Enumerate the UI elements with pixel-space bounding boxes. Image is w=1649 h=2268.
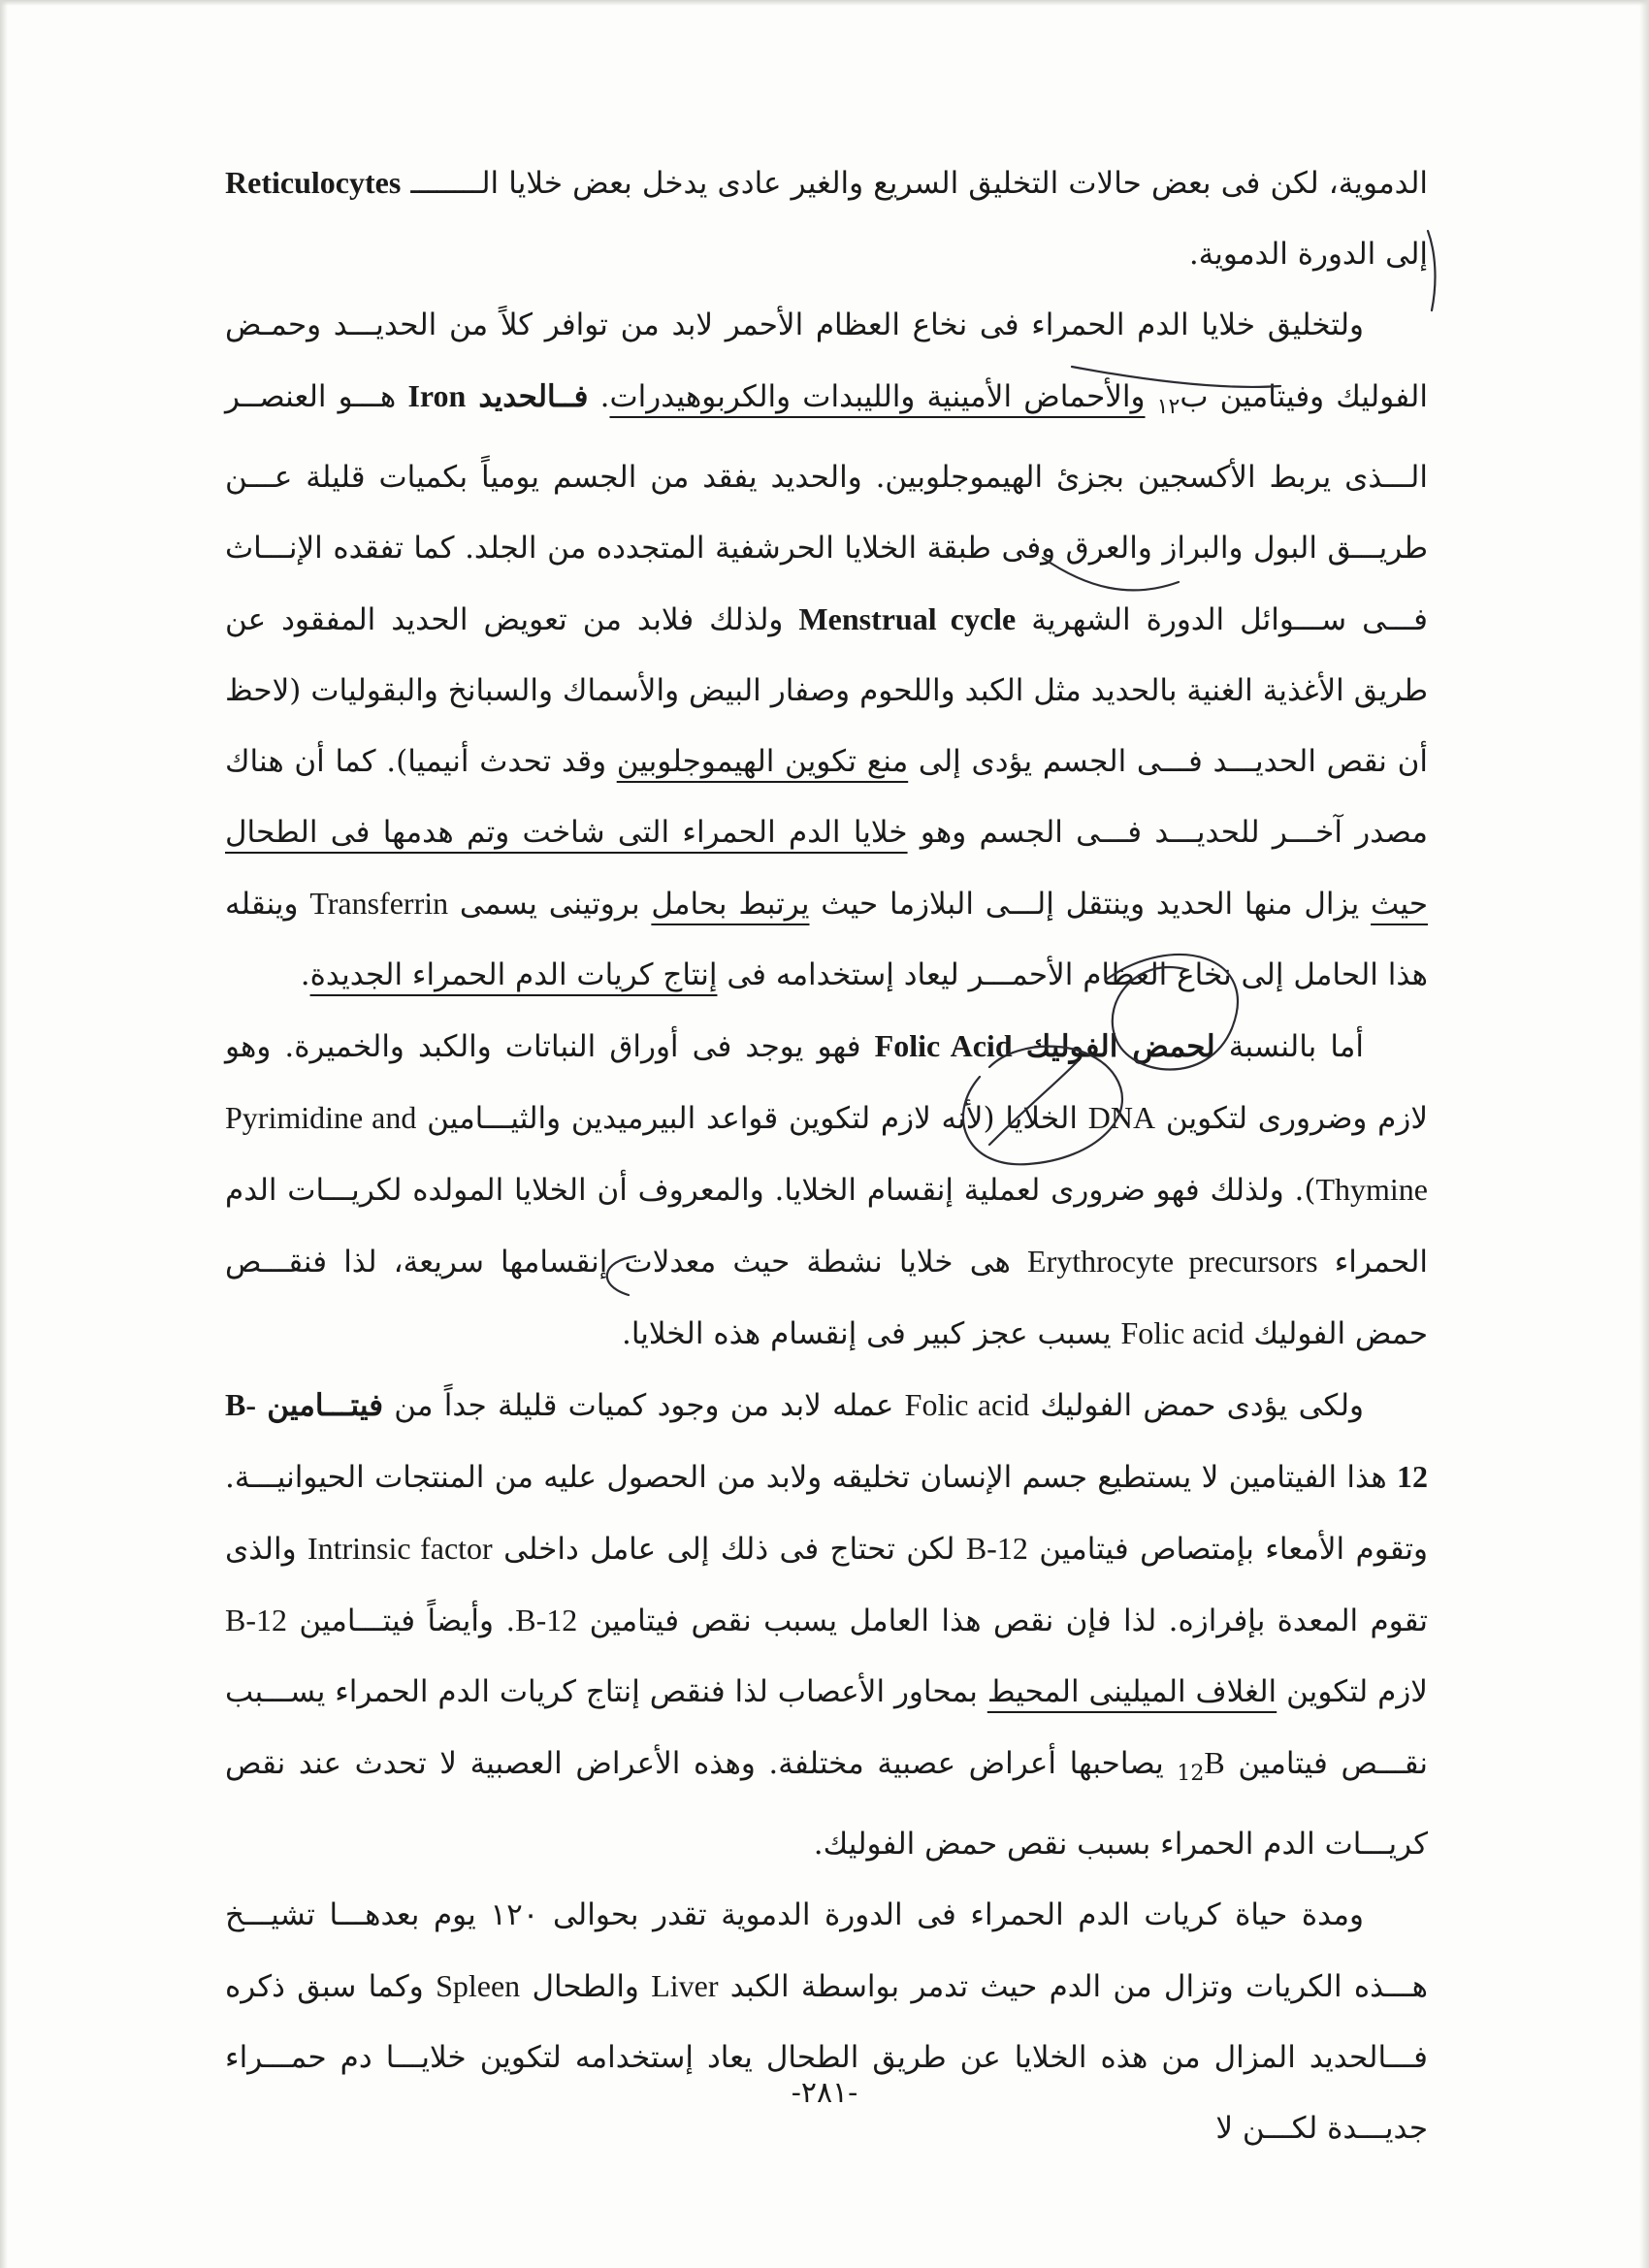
paragraph-p1 xyxy=(225,147,1428,290)
text-run: ومدة حياة كريات الدم الحمراء فى الدورة الدموية تقدر بحوالى ١٢٠ يوم بعدهـــا تشيـــخ هـــذه الكريات وتزال من الدم حيث تدمر بواسطة الكبد xyxy=(225,1897,1428,2005)
latin-term: Folic Acid xyxy=(874,1028,1013,1064)
text-run: ولذلك فلابد من تعويض الحديد المفقود عن طريق الأغذية الغنية بالحديد مثل الكبد واللحوم وصفار البيض والأسماك والسبانخ والبقوليات (لاحظ أن نقص الحديـــد فـــى الجسم يؤدى إلى xyxy=(225,602,1428,780)
text-run: ولتخليق خلايا الدم الحمراء فى نخاع العظام الأحمر لابد من توافر كلاً من الحديـــد وحمـض الفوليك وفيتامين ب xyxy=(225,308,1428,414)
text-run: أما بالنسبة xyxy=(1214,1029,1365,1065)
text-run xyxy=(256,1388,267,1423)
text-run: وقد تحدث أنيميا). كما أن هناك مصدر آخـــر للحديـــد فـــى الجسم وهو xyxy=(225,744,1428,851)
page-number: -٢٨١- xyxy=(791,2076,858,2110)
text-run: وكما سبق ذكره فـــالحديد المزال من هذه الخلايا عن طريق الطحال يعاد إستخدامه لتكوين خلايـــا دم حمـــراء جديـــدة لكـــن لا xyxy=(225,1969,1428,2147)
text-run: فيتـــامين xyxy=(267,1388,384,1424)
body-text xyxy=(225,147,1428,2164)
text-run: . xyxy=(588,379,610,414)
text-run: بروتينى يسمى xyxy=(448,887,652,923)
pen-stroke-margin-tick xyxy=(1428,231,1435,310)
text-run xyxy=(1146,379,1157,414)
text-run: الدموية، لكن فى بعض حالات التخليق السريع والغير عادى يدخل بعض خلايا الــــــــ xyxy=(401,166,1428,201)
text-run: بمحاور الأعصاب لذا فنقص إنتاج كريات الدم الحمراء يســـبب نقـــص فيتامين xyxy=(225,1674,1428,1782)
latin-term: B-12 xyxy=(515,1603,578,1638)
text-run: عمله لابد من وجود كميات قليلة جداً من xyxy=(383,1388,905,1424)
text-run: إلى الدورة الدموية. xyxy=(1188,237,1428,272)
latin-term: Reticulocytes xyxy=(225,165,402,200)
text-run: هذا الفيتامين لا يستطيع جسم الإنسان تخليقه ولابد من الحصول عليه من المنتجات الحيوانيـــة. وتقوم الأمعاء بإمتصاص فيتامين xyxy=(225,1460,1428,1568)
text-run: فهو يوجد فى أوراق النباتات والكبد والخميرة. وهو لازم وضرورى لتكوين xyxy=(225,1029,1429,1137)
latin-term: DNA xyxy=(1087,1100,1156,1136)
text-run: لازم لتكوين xyxy=(1277,1674,1428,1710)
text-run: ١٢ xyxy=(1156,395,1180,420)
paragraph-p4 xyxy=(225,1370,1428,1880)
latin-term: Iron xyxy=(407,378,467,413)
text-run: والذى تقوم المعدة بإفرازه. لذا فإن نقص هذا العامل يسبب نقص فيتامين xyxy=(225,1532,1428,1639)
latin-term: B-12 xyxy=(225,1603,287,1638)
text-run: لكن تحتاج فى ذلك إلى عامل داخلى xyxy=(492,1532,966,1568)
text-run: 12 xyxy=(1177,1762,1205,1787)
text-run xyxy=(1013,1029,1026,1064)
text-run: منع تكوين الهيموجلوبين xyxy=(616,744,909,780)
text-run: . xyxy=(300,957,310,993)
text-run: والأحماض الأمينية والليبدات والكربوهيدرات xyxy=(609,379,1146,414)
latin-term: Liver xyxy=(651,1968,719,2004)
text-run: فــالحديد xyxy=(466,379,589,414)
latin-term: B-12 xyxy=(965,1531,1028,1567)
text-run: خلايا الدم الحمراء التى شاخت وتم هدمها فى الطحال حيث xyxy=(225,815,1429,923)
latin-term: Pyrimidine and Thymine xyxy=(225,1100,1428,1208)
text-run: ). ولذلك فهو ضرورى لعملية إنقسام الخلايا. والمعروف أن الخلايا المولده لكريـــات الدم الحمراء xyxy=(225,1173,1429,1280)
scan-shadow-left xyxy=(0,0,8,2268)
text-run: والطحال xyxy=(520,1969,652,2005)
scan-shadow-top xyxy=(0,0,1649,6)
text-run: هى خلايا نشطة حيث معدلات إنقسامها سريعة، لذا فنقـــص حمض الفوليك xyxy=(225,1245,1428,1352)
paragraph-p5 xyxy=(225,1880,1428,2164)
latin-term: Spleen xyxy=(436,1968,521,2004)
scan-shadow-right xyxy=(1639,0,1649,2268)
latin-term: B xyxy=(1204,1745,1225,1781)
text-run: هـــو العنصــر الـــذى يربط الأكسجين بجزئ الهيموجلوبين. والحديد يفقد من الجسم يومياً بكميات قليلة عـــن طريـــق البول والبراز والعرق وفى طبقة الخلايا الحرشفية المتجدده من الجلد. كما تفقده الإنـــاث فـــى ســـوائل الدورة الشهرية xyxy=(225,379,1429,638)
text-run: يصاحبها أعراض عصبية مختلفة. وهذه الأعراض العصبية لا تحدث عند نقص كريـــات الدم الحمراء بسبب نقص حمض الفوليك. xyxy=(225,1746,1428,1863)
latin-term: Folic acid xyxy=(1120,1315,1245,1351)
latin-term: Intrinsic factor xyxy=(307,1531,493,1567)
text-run: وينقله هذا الحامل إلى نخاع العظام الأحمـــر ليعاد إستخدامه فى xyxy=(225,887,1428,993)
text-run: إنتاج كريات الدم الحمراء الجديدة xyxy=(309,957,718,993)
latin-term: Menstrual cycle xyxy=(798,601,1017,637)
paragraph-p2 xyxy=(225,290,1428,1011)
latin-term: Transferrin xyxy=(309,886,449,922)
latin-term: B-12 xyxy=(225,1387,1428,1495)
text-run: لحمض الفوليك xyxy=(1025,1029,1215,1065)
text-run: الغلاف الميلينى المحيط xyxy=(986,1674,1277,1710)
latin-term: Erythrocyte precursors xyxy=(1027,1244,1318,1280)
text-run: ولكى يؤدى حمض الفوليك xyxy=(1029,1388,1365,1424)
text-run: . وأيضاً فيتـــامين xyxy=(287,1604,516,1639)
text-run: يزال منها الحديد وينتقل إلـــى البلازما حيث xyxy=(809,887,1372,923)
text-run: يسبب عجز كبير فى إنقسام هذه الخلايا. xyxy=(622,1316,1121,1352)
paragraph-p3 xyxy=(225,1011,1428,1370)
text-run: يرتبط بحامل xyxy=(651,887,810,923)
text-run: الخلايا (لأنه لازم لتكوين قواعد البيرميدين والثيـــامين xyxy=(416,1101,1088,1137)
latin-term: Folic acid xyxy=(904,1387,1030,1423)
